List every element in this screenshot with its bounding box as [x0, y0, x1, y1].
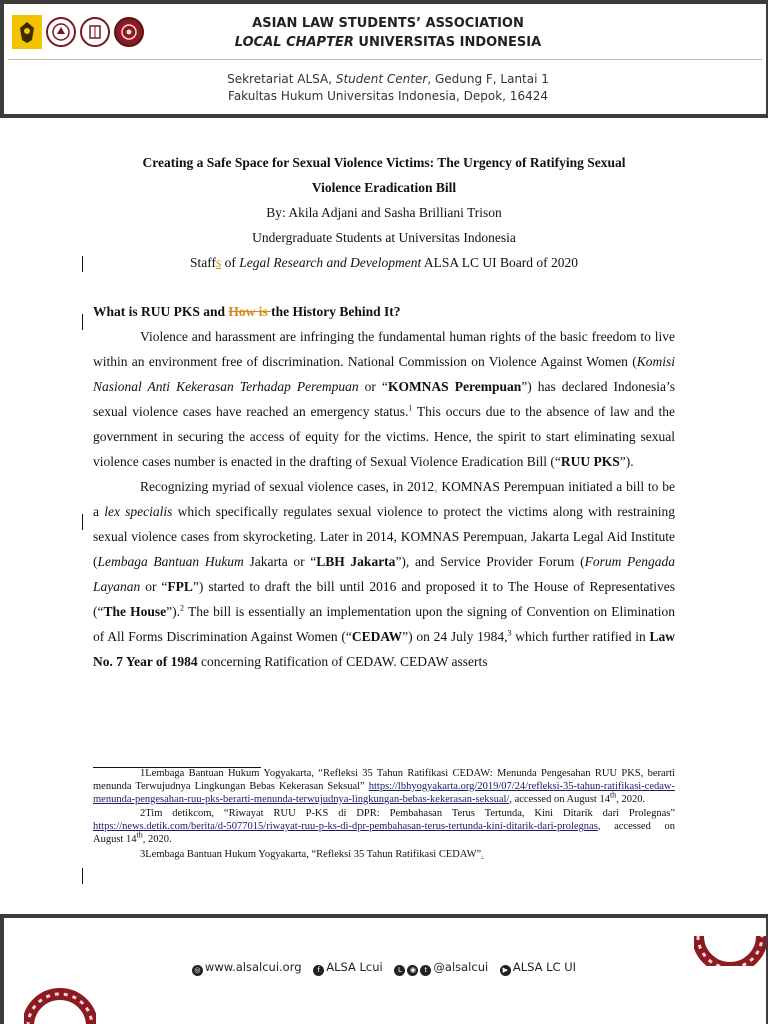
footnote-number: 2: [140, 808, 146, 820]
youtube-icon: ▶: [500, 965, 511, 976]
address-part: , Gedung F, Lantai 1: [427, 72, 549, 86]
footnote-text: , 2020.: [616, 793, 646, 805]
byline: By: Akila Adjani and Sasha Brilliani Trison: [266, 205, 502, 220]
facebook-icon: f: [313, 965, 324, 976]
change-bar-marker: [82, 314, 83, 330]
subtitle-italic-part: LOCAL CHAPTER: [234, 35, 354, 50]
footer-contact-bar: [0, 960, 768, 976]
change-bar-marker: [82, 514, 83, 530]
document-title: [93, 150, 675, 200]
footnote-1: [93, 768, 675, 806]
ordinal-suffix: th: [136, 830, 143, 840]
organization-title: ASIAN LAW STUDENTS’ ASSOCIATION: [252, 16, 524, 31]
heading-text: the History Behind It?: [271, 304, 401, 319]
footnotes: [93, 768, 675, 862]
facebook-label: ALSA Lcui: [326, 960, 383, 974]
tracked-insertion[interactable]: .: [481, 848, 484, 860]
footnote-number: 1: [140, 768, 146, 779]
footnote-link[interactable]: https://lbhyogyakarta.org/2019/07/24/refleksi-35-tahun-ratifikasi-cedaw-menunda-pengesahan-ruu-pks-berarti-menunda-terwujudnya-lingkungan-bebas-kekerasan-seksual/: [93, 780, 675, 805]
social-handle-label: @alsalcui: [433, 960, 489, 974]
change-bar-marker: [82, 256, 83, 272]
footer-facebook[interactable]: [313, 960, 383, 974]
tracked-insertion[interactable]: s: [215, 255, 222, 270]
footnote-text: , 2020.: [142, 833, 172, 845]
affiliation: Undergraduate Students at Universitas Indonesia: [252, 230, 516, 245]
header-divider: [8, 59, 762, 60]
footnote-text: , accessed on August 14: [509, 793, 610, 805]
document-title-line-1: Creating a Safe Space for Sexual Violence Victims: The Urgency of Ratifying Sexual: [142, 155, 626, 170]
footer-website[interactable]: [192, 960, 302, 974]
address-line-2: Fakultas Hukum Universitas Indonesia, Depok, 16424: [228, 89, 548, 103]
twitter-icon: t: [420, 965, 431, 976]
website-label: www.alsalcui.org: [204, 960, 302, 974]
globe-icon: ◎: [192, 965, 203, 976]
footnote-text: Lembaga Bantuan Hukum Yogyakarta, “Refleksi 35 Tahun Ratifikasi CEDAW: Menunda Pengesahan RUU PKS, berarti menunda Terwujudnya Lingkungan Bebas Kekerasan Seksual”: [93, 768, 675, 792]
footnote-text: , accessed on August 14: [93, 821, 675, 845]
address-italic-part: Student Center: [335, 72, 428, 86]
footnote-text: Tim detikcom, “Riwayat RUU P-KS di DPR: Pembahasan Terus Tertunda, Kini Ditarik dari Prolegnas”: [145, 808, 675, 820]
footnote-ref-2[interactable]: 2: [180, 603, 185, 613]
paragraph-1: Violence and harassment are infringing the fundamental human rights of the basic freedom to live within an environment free of discrimination. National Commission on Violence Against Women (Komisi Nasional Anti Kekerasan Terhadap Perempuan or “KOMNAS Perempuan”) has declared Indonesia’s sexual violence cases have reached an emergency status.$^1$ This occurs due to the absence of law and the government in securing the access of equity for the victims. Hence, the spirit to start eliminating sexual violence cases number is enacted in the drafting of Sexual Violence Eradication Bill (“RUU PKS”).: [93, 329, 676, 469]
subtitle-rest: UNIVERSITAS INDONESIA: [353, 35, 542, 50]
tracked-insertion[interactable]: ,: [434, 479, 438, 494]
paragraph-2: Recognizing myriad of sexual violence cases, in 2012, KOMNAS Perempuan initiated a bill to be a lex specialis which specifically regulates sexual violence to protect the victims along with restraining sexual violence cases from skyrocketing. Later in 2014, KOMNAS Perempuan, Jakarta Legal Aid Institute (Lembaga Bantuan Hukum Jakarta or “LBH Jakarta”), and Service Provider Forum (Forum Pengada Layanan or “FPL”) started to draft the bill until 2016 and proposed it to The House of Representatives (“The House”).$^2$ The bill is essentially an implementation upon the signing of Convention on Elimination of All Forms Discrimination Against Women (“CEDAW”) on 24 July 1984,$^3$ which further ratified in Law No. 7 Year of 1984 concerning Ratification of CEDAW. CEDAW asserts: [93, 479, 676, 669]
footnote-link[interactable]: https://news.detik.com/berita/d-5077015/riwayat-ruu-p-ks-di-dpr-pembahasan-terus-tertunda-kini-ditarik-dari-prolegnas: [93, 821, 598, 833]
footnote-ref-3[interactable]: 3: [507, 628, 512, 638]
footnote-3: [93, 849, 675, 862]
staff-line: [93, 250, 675, 275]
section-heading: [93, 299, 675, 324]
article-body[interactable]: [93, 150, 675, 674]
footer-social[interactable]: [394, 960, 488, 974]
line-icon: L: [394, 965, 405, 976]
ordinal-suffix: th: [609, 790, 617, 800]
division-name: Legal Research and Development: [239, 255, 422, 270]
footnote-number: 3: [140, 848, 146, 860]
address-part: Sekretariat ALSA,: [227, 72, 336, 86]
staff-text: of: [221, 255, 240, 270]
tracked-deletion[interactable]: How is: [228, 304, 272, 319]
change-bar-marker: [82, 868, 83, 884]
youtube-label: ALSA LC UI: [512, 960, 577, 974]
organization-subtitle: [4, 35, 768, 50]
footnote-text: Lembaga Bantuan Hukum Yogyakarta, “Refleksi 35 Tahun Ratifikasi CEDAW”: [145, 848, 482, 860]
footnote-2: [93, 808, 675, 846]
heading-text: What is RUU PKS and: [93, 304, 229, 319]
letterhead-header: [0, 0, 768, 118]
staff-text: Staff: [189, 255, 216, 270]
footnote-ref-1[interactable]: 1: [408, 403, 413, 413]
instagram-icon: ◉: [407, 965, 418, 976]
footer-youtube[interactable]: [500, 960, 576, 974]
staff-text: ALSA LC UI Board of 2020: [421, 255, 579, 270]
document-title-line-2: Violence Eradication Bill: [311, 180, 457, 195]
address-line-1: [4, 72, 768, 86]
